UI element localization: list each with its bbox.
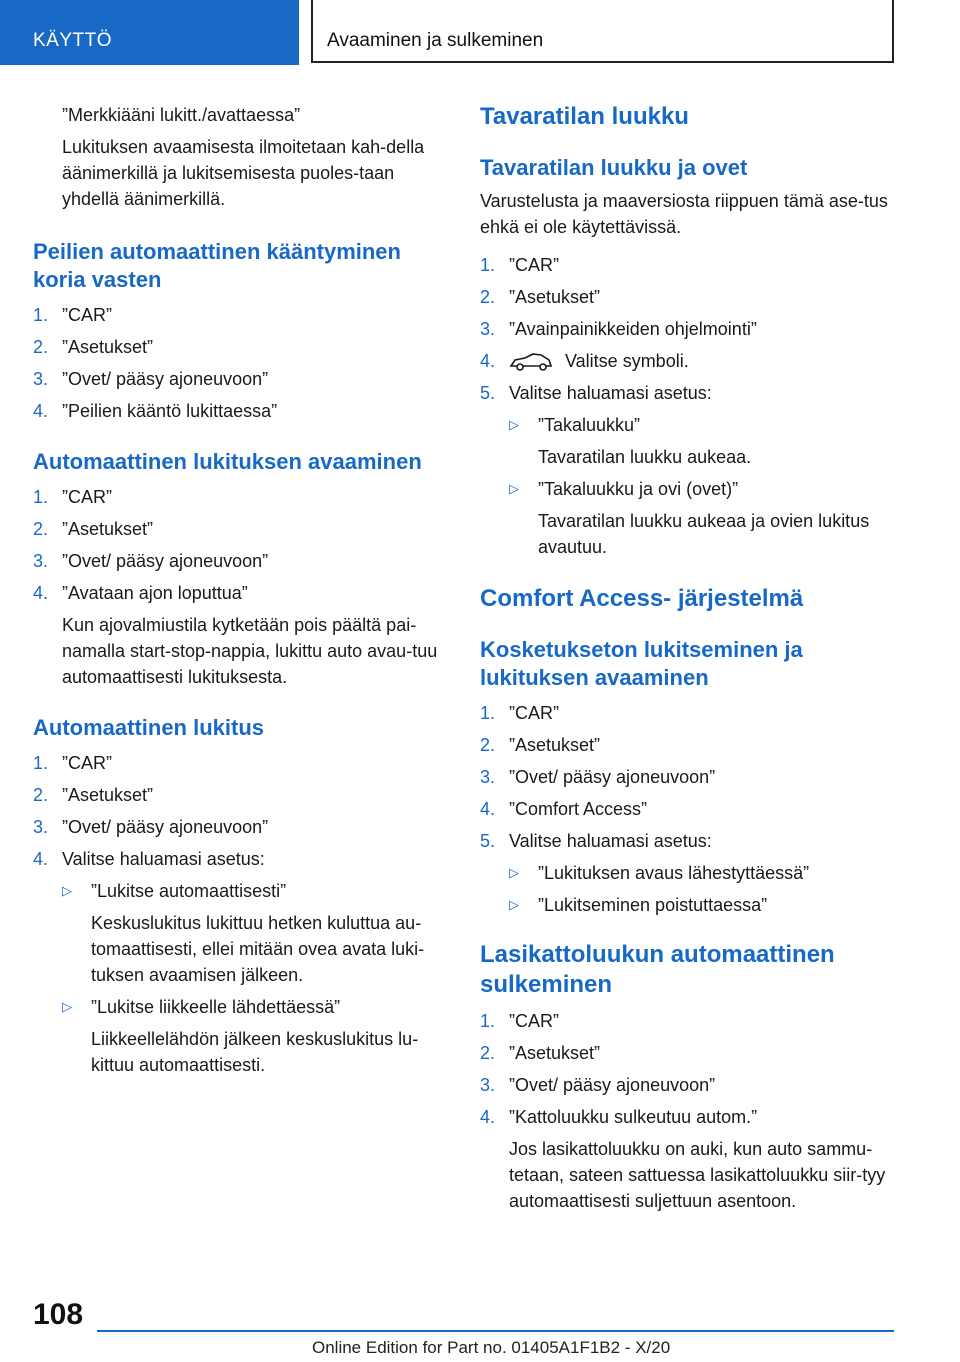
- numbered-list: [480, 1008, 900, 1130]
- chapter-header: [311, 0, 894, 63]
- option-item: ▷ ”Lukitse liikkeelle lähdettäessä”: [33, 994, 453, 1020]
- list-item: 1. ”CAR”: [33, 487, 112, 507]
- numbered-list: [33, 302, 453, 424]
- option-description: Liikkeellelähdön jälkeen keskuslukitus lu-kittuu automaattisesti.: [91, 1029, 419, 1075]
- triangle-right-icon: ▷: [62, 999, 72, 1014]
- subsection-heading: Tavaratilan luukku ja ovet: [480, 155, 748, 180]
- list-item: 3. ”Ovet/ pääsy ajoneuvoon”: [33, 369, 269, 389]
- intro-text: Varustelusta ja maaversiosta riippuen tämä ase-tus ehkä ei ole käytettävissä.: [480, 191, 888, 237]
- list-item: 4. Valitse haluamasi asetus:: [33, 849, 265, 869]
- left-column: [33, 96, 453, 1078]
- list-item: 2. ”Asetukset”: [480, 1043, 601, 1063]
- edition-footer: Online Edition for Part no. 01405A1F1B2 - X/20: [312, 1338, 671, 1357]
- list-item: 2. ”Asetukset”: [480, 287, 601, 307]
- section-heading: Automaattinen lukitus: [33, 715, 265, 740]
- footer-divider: [97, 1330, 894, 1332]
- numbered-list: [480, 700, 900, 854]
- list-item: 2. ”Asetukset”: [33, 785, 154, 805]
- list-item: 5. Valitse haluamasi asetus:: [480, 831, 712, 851]
- list-item: 3. ”Ovet/ pääsy ajoneuvoon”: [480, 1075, 716, 1095]
- right-column: [480, 96, 900, 1214]
- triangle-right-icon: ▷: [62, 883, 72, 898]
- section-heading: Tavaratilan luukku: [480, 103, 689, 130]
- list-item: 5. Valitse haluamasi asetus:: [480, 383, 712, 403]
- list-item: 3. ”Ovet/ pääsy ajoneuvoon”: [480, 767, 716, 787]
- list-item: 3. ”Avainpainikkeiden ohjelmointi”: [480, 319, 757, 339]
- option-text: ”Merkkiääni lukitt./avattaessa”: [62, 105, 301, 125]
- option-description: Tavaratilan luukku aukeaa.: [538, 447, 752, 467]
- list-item: 4. ”Comfort Access”: [480, 799, 648, 819]
- list-item: 2. ”Asetukset”: [480, 735, 601, 755]
- section-heading: Comfort Access- järjestelmä: [480, 585, 804, 612]
- item-note: Jos lasikattoluukku on auki, kun auto sammu-tetaan, sateen sattuessa lasikattoluukku siir-tyy automaattisesti suljettuun asentoon.: [509, 1139, 886, 1211]
- option-item: ▷ ”Takaluukku”: [480, 412, 900, 438]
- list-item: 4. ”Avataan ajon loputtua”: [33, 583, 248, 603]
- section-heading: Peilien automaattinen kääntyminen koria vasten: [33, 239, 401, 292]
- section-label: KÄYTTÖ: [33, 30, 113, 51]
- list-item: 3. ”Ovet/ pääsy ajoneuvoon”: [33, 551, 269, 571]
- list-item: 1. ”CAR”: [33, 305, 112, 325]
- list-item: 1. ”CAR”: [480, 703, 559, 723]
- list-item: 4. Valitse symboli.: [480, 351, 689, 371]
- list-item: 1. ”CAR”: [33, 753, 112, 773]
- triangle-right-icon: ▷: [509, 897, 519, 912]
- numbered-list: [33, 750, 453, 872]
- section-heading: Automaattinen lukituksen avaaminen: [33, 449, 422, 474]
- triangle-right-icon: ▷: [509, 417, 519, 432]
- numbered-list: [480, 252, 900, 406]
- item-note: Kun ajovalmiustila kytketään pois päältä pai-namalla start-stop-nappia, lukittu auto avau-tuu automaattisesti lukituksesta.: [62, 615, 438, 687]
- list-item: 1. ”CAR”: [480, 1011, 559, 1031]
- option-description: Tavaratilan luukku aukeaa ja ovien lukitus avautuu.: [538, 511, 870, 557]
- option-item: ▷ ”Lukitse automaattisesti”: [33, 878, 453, 904]
- section-heading: Lasikattoluukun automaattinen sulkeminen: [480, 941, 835, 998]
- car-icon: [509, 352, 553, 372]
- triangle-right-icon: ▷: [509, 865, 519, 880]
- list-item: 2. ”Asetukset”: [33, 519, 154, 539]
- section-tab: [0, 0, 299, 65]
- list-item: 4. ”Kattoluukku sulkeutuu autom.”: [480, 1107, 758, 1127]
- option-item: ▷ ”Lukitseminen poistuttaessa”: [480, 892, 900, 918]
- triangle-right-icon: ▷: [509, 481, 519, 496]
- list-item: 3. ”Ovet/ pääsy ajoneuvoon”: [33, 817, 269, 837]
- page-number: 108: [33, 1298, 84, 1331]
- list-item: 4. ”Peilien kääntö lukittaessa”: [33, 401, 278, 421]
- chapter-title: Avaaminen ja sulkeminen: [327, 30, 544, 51]
- option-description: Keskuslukitus lukittuu hetken kuluttua au-tomaattisesti, ellei mitään ovea avata luki-tuksen avaamisen jälkeen.: [91, 913, 425, 985]
- subsection-heading: Kosketukseton lukitseminen ja lukituksen avaaminen: [480, 637, 803, 690]
- option-item: ▷ ”Lukituksen avaus lähestyttäessä”: [480, 860, 900, 886]
- option-item: ▷ ”Takaluukku ja ovi (ovet)”: [480, 476, 900, 502]
- list-item: 2. ”Asetukset”: [33, 337, 154, 357]
- option-description: Lukituksen avaamisesta ilmoitetaan kah-della äänimerkillä ja lukitsemisesta puoles-taan yhdellä äänimerkillä.: [62, 137, 425, 209]
- list-item: 1. ”CAR”: [480, 255, 559, 275]
- numbered-list: [33, 484, 453, 606]
